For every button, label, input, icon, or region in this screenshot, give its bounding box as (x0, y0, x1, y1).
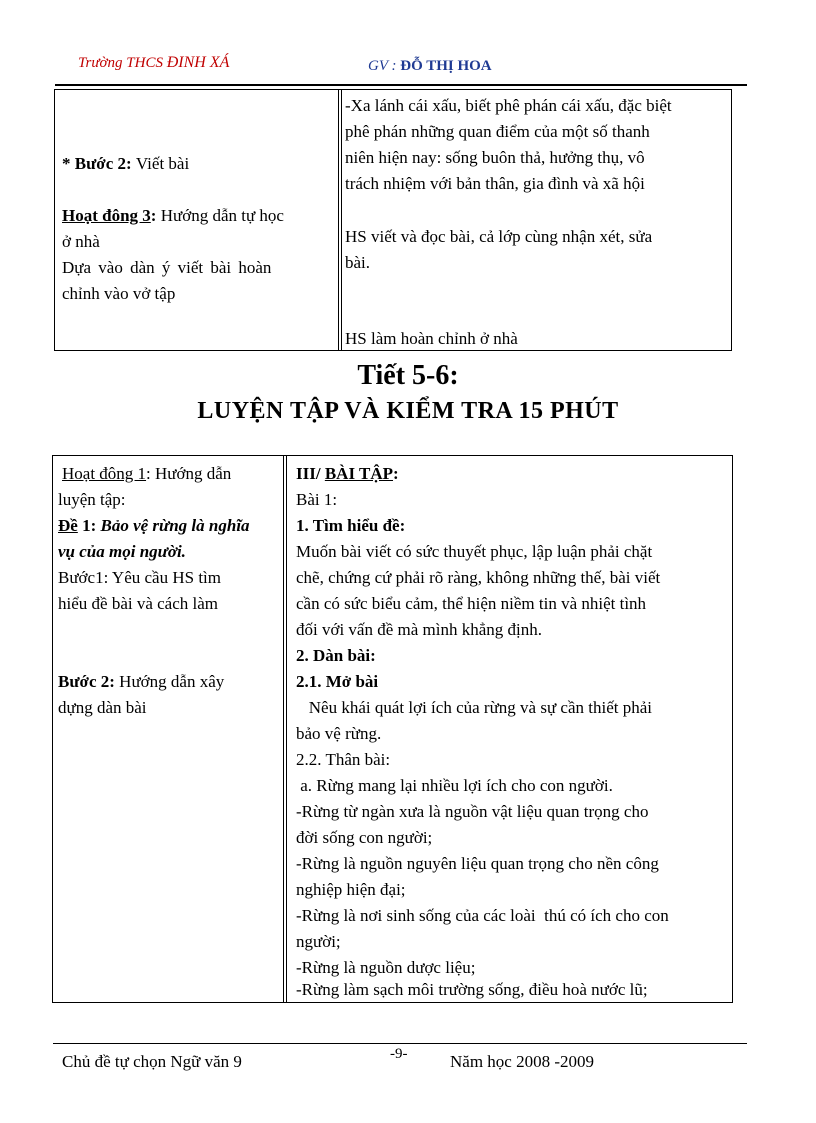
step2-label: * Bước 2: (62, 154, 136, 173)
body-line-4: -Rừng là nguồn nguyên liệu quan trọng cho nền công (296, 854, 659, 873)
activity1-cont: luyện tập: (58, 490, 126, 509)
intro-heading: 2.1. Mở bài (296, 672, 379, 691)
activity3-label: Hoạt đông 3 (62, 206, 151, 225)
footer-rule (53, 1043, 747, 1044)
body-line-8: -Rừng là nguồn dược liệu; (296, 958, 476, 977)
right-line-3: niên hiện nay: sống buôn thả, hưởng thụ, vô (345, 148, 645, 167)
left-line-b: chỉnh vào vở tập (62, 284, 176, 303)
footer-page-number: -9- (390, 1046, 408, 1062)
body-line-5: nghiệp hiện đại; (296, 880, 406, 899)
teacher-prefix: GV : (368, 58, 401, 74)
body-line-3: đời sống con người; (296, 828, 433, 847)
section-num: III/ (296, 464, 325, 483)
hs-write-1: HS viết và đọc bài, cả lớp cùng nhận xét, sửa (345, 227, 653, 246)
para1-line-2: chẽ, chứng cứ phải rõ ràng, không những thế, bài viết (296, 568, 661, 587)
understand-heading: 1. Tìm hiểu đề: (296, 516, 406, 535)
table-continued (54, 89, 732, 351)
school-prefix: Trường THCS (78, 55, 167, 71)
lesson-title: Tiết 5-6: (357, 360, 459, 391)
body-line-7: người; (296, 932, 341, 951)
body-line-6: -Rừng là nơi sinh sống của các loài thú có ích cho con (296, 906, 669, 925)
topic1-num: 1: (77, 516, 101, 535)
footer-topic: Chủ đề tự chọn Ngữ văn 9 (62, 1052, 242, 1071)
intro-line-2: bảo vệ rừng. (296, 724, 382, 743)
body-heading: 2.2. Thân bài: (296, 750, 391, 769)
header-rule (55, 84, 747, 86)
section-colon: : (393, 464, 399, 483)
activity1-label: Hoạt đông 1 (62, 464, 147, 483)
activity3-text: Hướng dẫn tự học (160, 206, 284, 225)
step2-line (62, 151, 189, 177)
step2-text: Viết bài (135, 154, 190, 173)
para1-line-4: đối với vấn đề mà mình khẳng định. (296, 620, 543, 639)
lesson-subtitle: LUYỆN TẬP VÀ KIỂM TRA 15 PHÚT (197, 398, 619, 424)
activity3-colon: : (150, 206, 161, 225)
topic1-line (58, 513, 250, 539)
step2-label: Bước 2: (58, 672, 120, 691)
step1-a: Bước1: Yêu cầu HS tìm (58, 568, 221, 587)
para1-line-1: Muốn bài viết có sức thuyết phục, lập luận phải chặt (296, 542, 653, 561)
right-line-1: -Xa lánh cái xấu, biết phê phán cái xấu, đặc biệt (345, 96, 672, 115)
right-line-2: phê phán những quan điểm của một số thanh (345, 122, 650, 141)
teacher-name: ĐỖ THỊ HOA (400, 58, 492, 74)
activity3-line (62, 203, 284, 229)
header-school (78, 54, 229, 72)
activity1-line (62, 461, 231, 487)
body-line-9: -Rừng làm sạch môi trường sống, điều hoà nước lũ; (296, 980, 648, 999)
hs-home: HS làm hoàn chỉnh ở nhà (345, 329, 518, 348)
exercise-1: Bài 1: (296, 490, 338, 509)
activity1-rest: : Hướng dẫn (146, 464, 232, 483)
step1-b: hiểu đề bài và cách làm (58, 594, 219, 613)
table-column-divider (338, 90, 342, 350)
header-teacher (368, 58, 492, 75)
body-line-1: a. Rừng mang lại nhiều lợi ích cho con người. (296, 776, 613, 795)
topic1-title-b: vụ của mọi người. (58, 542, 186, 561)
hs-write-2: bài. (345, 253, 371, 272)
section-title: BÀI TẬP (324, 464, 394, 483)
section-heading (296, 461, 399, 487)
footer-school-year: Năm học 2008 -2009 (450, 1052, 595, 1071)
topic1-label: Đề (58, 516, 78, 535)
table-column-divider (283, 456, 287, 1002)
step2-b: dựng dàn bài (58, 698, 147, 717)
left-line-a: Dựa vào dàn ý viết bài hoàn (62, 258, 272, 277)
outline-heading: 2. Dàn bài: (296, 646, 376, 665)
topic1-title-a: Bảo vệ rừng là nghĩa (100, 516, 250, 535)
right-line-4: trách nhiệm với bản thân, gia đình và xã hội (345, 174, 645, 193)
step2-line (58, 669, 224, 695)
para1-line-3: cần có sức biểu cảm, thể hiện niềm tin và nhiệt tình (296, 594, 647, 613)
body-line-2: -Rừng từ ngàn xưa là nguồn vật liệu quan trọng cho (296, 802, 649, 821)
intro-line-1: Nêu khái quát lợi ích của rừng và sự cần thiết phải (296, 698, 652, 717)
table-lesson (52, 455, 733, 1003)
step2-a: Hướng dẫn xây (119, 672, 225, 691)
school-name: ĐINH XÁ (166, 54, 230, 71)
activity3-cont: ở nhà (62, 232, 100, 251)
